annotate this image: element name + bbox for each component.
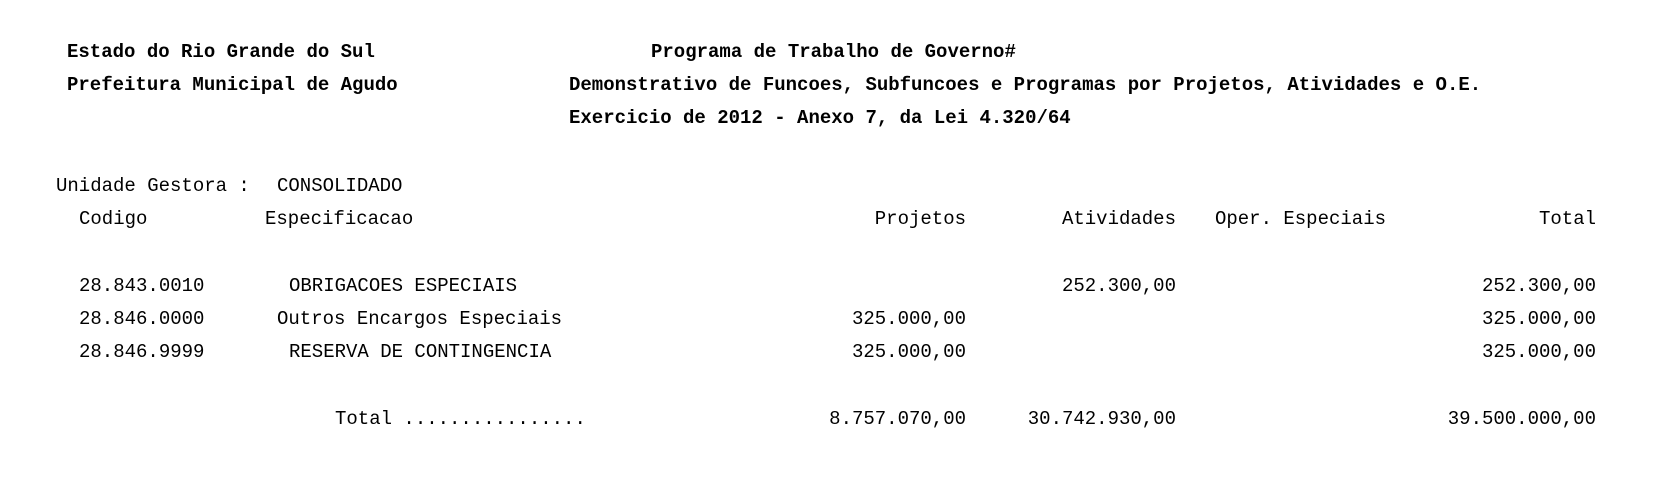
state-name: Estado do Rio Grande do Sul: [67, 41, 375, 63]
report-exercise: Exercicio de 2012 - Anexo 7, da Lei 4.320/64: [569, 107, 1071, 129]
row-total: 325.000,00: [1481, 308, 1596, 330]
column-header-spec: Especificacao: [265, 208, 414, 230]
row-code: 28.846.0000: [79, 308, 205, 330]
row-projects: 325.000,00: [851, 341, 966, 363]
municipality-name: Prefeitura Municipal de Agudo: [67, 74, 398, 96]
totals-projects: 8.757.070,00: [829, 408, 966, 430]
column-header-special: Oper. Especiais: [1214, 208, 1386, 230]
report-title: Programa de Trabalho de Governo#: [651, 41, 1016, 63]
totals-activities: 30.742.930,00: [1027, 408, 1176, 430]
column-header-activities: Atividades: [1061, 208, 1176, 230]
column-header-total: Total: [1538, 208, 1596, 230]
row-spec: OBRIGACOES ESPECIAIS: [289, 275, 518, 297]
totals-label: Total ................: [335, 408, 586, 430]
row-activities: 252.300,00: [1061, 275, 1176, 297]
column-header-code: Codigo: [79, 208, 148, 230]
row-total: 252.300,00: [1481, 275, 1596, 297]
unit-label: Unidade Gestora :: [56, 175, 250, 197]
row-spec: RESERVA DE CONTINGENCIA: [289, 341, 552, 363]
row-code: 28.846.9999: [79, 341, 205, 363]
row-projects: 325.000,00: [851, 308, 966, 330]
totals-total: 39.500.000,00: [1447, 408, 1596, 430]
report-subtitle: Demonstrativo de Funcoes, Subfuncoes e Programas por Projetos, Atividades e O.E.: [569, 74, 1482, 96]
row-spec: Outros Encargos Especiais: [277, 308, 563, 330]
row-code: 28.843.0010: [79, 275, 205, 297]
unit-value: CONSOLIDADO: [277, 175, 403, 197]
row-total: 325.000,00: [1481, 341, 1596, 363]
column-header-projects: Projetos: [874, 208, 966, 230]
